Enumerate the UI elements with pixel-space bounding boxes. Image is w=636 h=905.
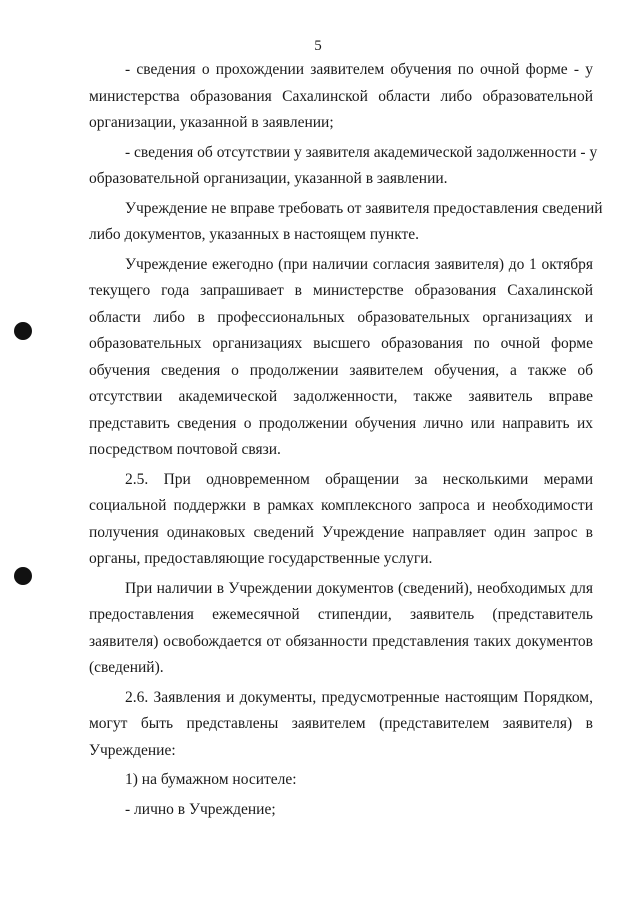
text-line: министерства образования Сахалинской области либо образовательной [89, 87, 593, 105]
text-line: области либо в профессиональных образовательных организациях и [89, 308, 593, 326]
paragraph-annual-request [89, 252, 593, 464]
text-line: Учреждение ежегодно (при наличии согласия заявителя) до 1 октября [125, 255, 593, 273]
document-body [89, 57, 603, 826]
binder-hole-mark [14, 567, 32, 585]
paragraph-debt-info [89, 140, 598, 193]
text-line: 1) на бумажном носителе: [125, 771, 297, 788]
text-line: - лично в Учреждение; [125, 800, 276, 818]
text-line: представить сведения о продолжении обучения лично или направить их [89, 414, 593, 432]
text-line: образовательной организации, указанной в заявлении. [89, 170, 448, 187]
text-line: могут быть представлены заявителем (представителем заявителя) в [89, 715, 593, 732]
text-line: получения одинаковых сведений Учреждение направляет один запрос в [89, 523, 593, 541]
text-line: - сведения об отсутствии у заявителя академической задолженности - у [125, 143, 598, 161]
text-line: обучения сведения о продолжении заявителем обучения, а также об [89, 361, 593, 379]
text-line: текущего года запрашивает в министерстве образования Сахалинской [89, 282, 593, 299]
text-line: Учреждение не вправе требовать от заявителя предоставления сведений [125, 199, 603, 217]
text-line: предоставления ежемесячной стипендии, заявитель (представитель [89, 606, 593, 623]
paragraph-paper-medium [89, 767, 593, 794]
text-line: либо документов, указанных в настоящем пункте. [89, 226, 420, 243]
text-line: социальной поддержки в рамках комплексного запроса и необходимости [89, 497, 593, 514]
text-line: органы, предоставляющие государственные услуги. [89, 550, 433, 567]
text-line: (сведений). [89, 659, 164, 676]
text-line: 2.6. Заявления и документы, предусмотренные настоящим Порядком, [125, 688, 593, 706]
text-line: - сведения о прохождении заявителем обучения по очной форме - у [125, 61, 593, 78]
page-number: 5 [314, 38, 322, 54]
text-line: образовательных организациях высшего образования по очной форме [89, 335, 593, 352]
paragraph-in-person [89, 797, 593, 824]
paragraph-section-2-6 [89, 685, 593, 765]
text-line: организации, указанной в заявлении; [89, 114, 334, 131]
text-line: посредством почтовой связи. [89, 441, 281, 458]
paragraph-section-2-5 [89, 467, 593, 573]
text-line: При наличии в Учреждении документов (сведений), необходимых для [125, 579, 593, 597]
text-line: Учреждение: [89, 741, 176, 759]
text-line: заявителя) освобождается от обязанности представления таких документов [89, 632, 593, 650]
text-line: 2.5. При одновременном обращении за несколькими мерами [125, 470, 593, 488]
text-line: отсутствии академической задолженности, также заявитель вправе [89, 388, 593, 405]
paragraph-attendance-info [89, 57, 593, 137]
paragraph-no-demand [89, 196, 603, 249]
paragraph-documents-available [89, 576, 593, 682]
binder-hole-mark [14, 322, 32, 340]
